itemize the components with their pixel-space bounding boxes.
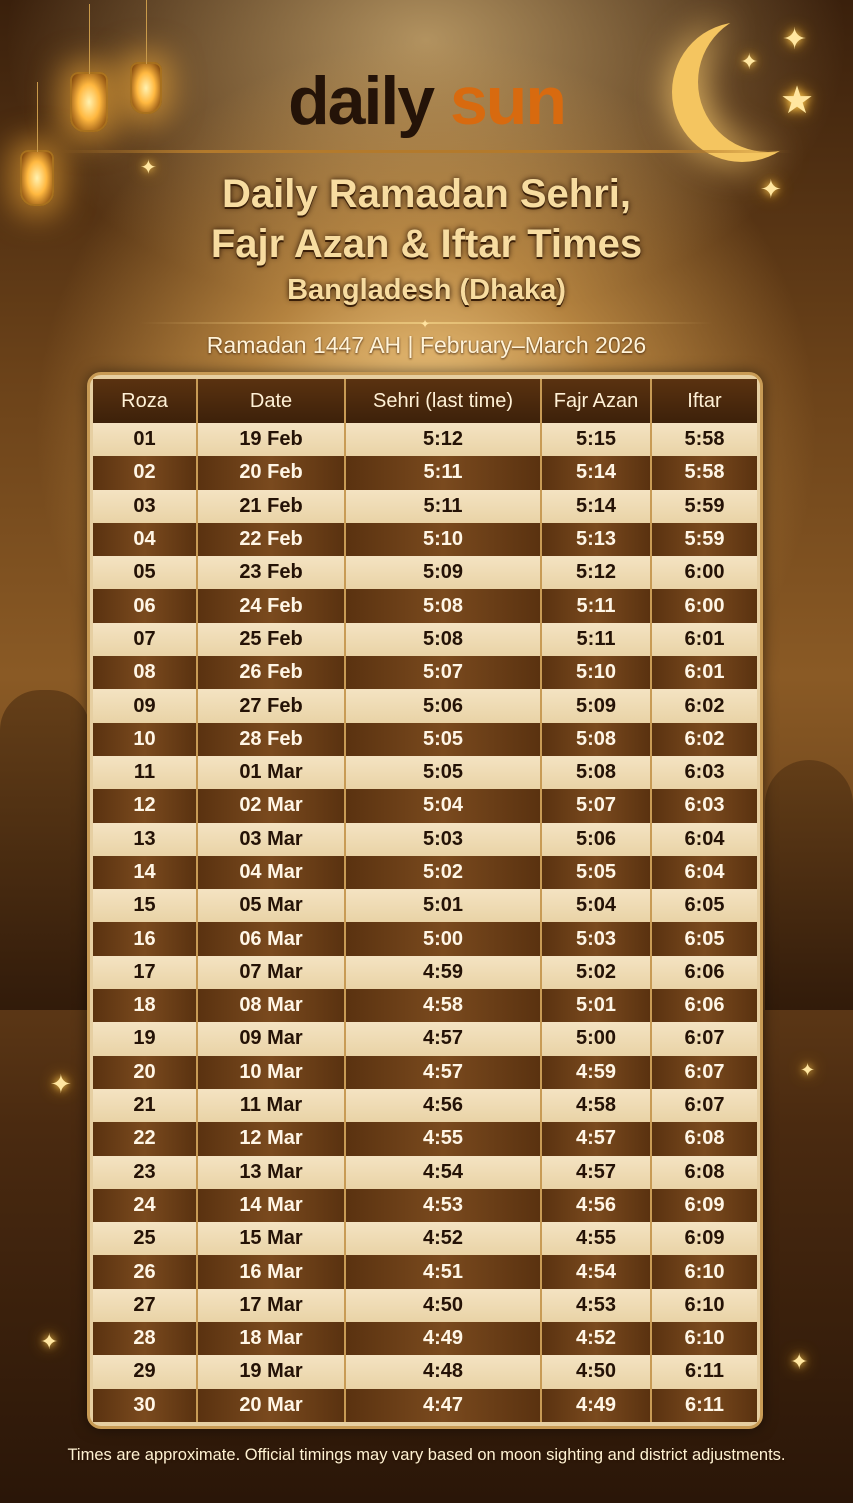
cell-sehri: 5:07 bbox=[345, 656, 541, 689]
header-roza: Roza bbox=[93, 379, 197, 423]
cell-sehri: 4:54 bbox=[345, 1156, 541, 1189]
cell-roza: 15 bbox=[93, 889, 197, 922]
table-row bbox=[93, 856, 757, 889]
table-row bbox=[93, 789, 757, 822]
page-title-line1: Daily Ramadan Sehri, bbox=[221, 172, 632, 216]
star-icon: ✦ bbox=[790, 1350, 809, 1375]
cell-sehri: 5:00 bbox=[345, 922, 541, 955]
cell-date: 11 Mar bbox=[197, 1089, 345, 1122]
cell-sehri: 4:57 bbox=[345, 1056, 541, 1089]
cell-sehri: 4:58 bbox=[345, 989, 541, 1022]
cell-date: 12 Mar bbox=[197, 1122, 345, 1155]
table-row bbox=[93, 756, 757, 789]
table-row bbox=[93, 1156, 757, 1189]
table-row bbox=[93, 1355, 757, 1388]
cell-date: 23 Feb bbox=[197, 556, 345, 589]
cell-date: 26 Feb bbox=[197, 656, 345, 689]
cell-sehri: 4:47 bbox=[345, 1389, 541, 1422]
cell-fajr-azan: 5:09 bbox=[541, 689, 651, 722]
cell-sehri: 4:49 bbox=[345, 1322, 541, 1355]
table-row bbox=[93, 723, 757, 756]
star-icon: ✦ bbox=[50, 1070, 72, 1100]
cell-fajr-azan: 4:55 bbox=[541, 1222, 651, 1255]
cell-fajr-azan: 4:53 bbox=[541, 1289, 651, 1322]
page-subtitle: Ramadan 1447 AH | February–March 2026 bbox=[206, 332, 647, 358]
cell-fajr-azan: 4:56 bbox=[541, 1189, 651, 1222]
cell-date: 05 Mar bbox=[197, 889, 345, 922]
star-icon: ✦ bbox=[760, 175, 782, 205]
cell-iftar: 5:58 bbox=[651, 456, 757, 489]
cell-iftar: 6:05 bbox=[651, 922, 757, 955]
cell-sehri: 4:56 bbox=[345, 1089, 541, 1122]
cell-fajr-azan: 4:58 bbox=[541, 1089, 651, 1122]
cell-iftar: 6:02 bbox=[651, 723, 757, 756]
mosque-silhouette-icon bbox=[765, 760, 853, 1010]
table-row bbox=[93, 589, 757, 622]
table-row bbox=[93, 1122, 757, 1155]
table-row bbox=[93, 1322, 757, 1355]
cell-sehri: 5:04 bbox=[345, 789, 541, 822]
cell-iftar: 6:10 bbox=[651, 1322, 757, 1355]
cell-fajr-azan: 4:50 bbox=[541, 1355, 651, 1388]
cell-date: 20 Mar bbox=[197, 1389, 345, 1422]
cell-sehri: 5:05 bbox=[345, 723, 541, 756]
cell-iftar: 6:07 bbox=[651, 1022, 757, 1055]
cell-sehri: 5:09 bbox=[345, 556, 541, 589]
cell-fajr-azan: 5:11 bbox=[541, 623, 651, 656]
header-fajr-azan: Fajr Azan bbox=[541, 379, 651, 423]
cell-sehri: 5:10 bbox=[345, 523, 541, 556]
cell-fajr-azan: 4:59 bbox=[541, 1056, 651, 1089]
cell-roza: 22 bbox=[93, 1122, 197, 1155]
cell-date: 10 Mar bbox=[197, 1056, 345, 1089]
cell-fajr-azan: 5:03 bbox=[541, 922, 651, 955]
table-row bbox=[93, 623, 757, 656]
star-icon: ✦ bbox=[782, 22, 808, 57]
star-icon: ✦ bbox=[800, 1060, 816, 1081]
header-sehri: Sehri (last time) bbox=[345, 379, 541, 423]
cell-fajr-azan: 5:11 bbox=[541, 589, 651, 622]
cell-date: 27 Feb bbox=[197, 689, 345, 722]
star-icon: ✦ bbox=[740, 50, 759, 75]
cell-roza: 11 bbox=[93, 756, 197, 789]
table-row bbox=[93, 456, 757, 489]
cell-iftar: 5:59 bbox=[651, 490, 757, 523]
cell-sehri: 5:12 bbox=[345, 423, 541, 456]
cell-date: 13 Mar bbox=[197, 1156, 345, 1189]
ramadan-timetable bbox=[93, 379, 757, 1422]
cell-iftar: 6:04 bbox=[651, 823, 757, 856]
cell-sehri: 4:48 bbox=[345, 1355, 541, 1388]
mosque-silhouette-icon bbox=[0, 690, 90, 1010]
cell-roza: 28 bbox=[93, 1322, 197, 1355]
cell-date: 24 Feb bbox=[197, 589, 345, 622]
cell-fajr-azan: 5:02 bbox=[541, 956, 651, 989]
cell-fajr-azan: 5:10 bbox=[541, 656, 651, 689]
cell-date: 09 Mar bbox=[197, 1022, 345, 1055]
cell-iftar: 6:07 bbox=[651, 1089, 757, 1122]
cell-roza: 23 bbox=[93, 1156, 197, 1189]
page-title-line2: Fajr Azan & Iftar Times bbox=[210, 222, 643, 266]
cell-iftar: 6:02 bbox=[651, 689, 757, 722]
cell-iftar: 6:05 bbox=[651, 889, 757, 922]
cell-roza: 19 bbox=[93, 1022, 197, 1055]
cell-iftar: 6:11 bbox=[651, 1389, 757, 1422]
timetable-frame bbox=[87, 372, 763, 1429]
cell-roza: 27 bbox=[93, 1289, 197, 1322]
brand-logo bbox=[0, 62, 853, 140]
table-row bbox=[93, 423, 757, 456]
table-row bbox=[93, 1022, 757, 1055]
table-row bbox=[93, 1089, 757, 1122]
cell-sehri: 4:50 bbox=[345, 1289, 541, 1322]
cell-roza: 30 bbox=[93, 1389, 197, 1422]
cell-sehri: 5:06 bbox=[345, 689, 541, 722]
cell-roza: 16 bbox=[93, 922, 197, 955]
cell-date: 19 Mar bbox=[197, 1355, 345, 1388]
table-row bbox=[93, 922, 757, 955]
cell-iftar: 6:03 bbox=[651, 789, 757, 822]
cell-fajr-azan: 5:05 bbox=[541, 856, 651, 889]
star-icon: ★ bbox=[780, 78, 815, 122]
table-row bbox=[93, 956, 757, 989]
cell-roza: 18 bbox=[93, 989, 197, 1022]
cell-fajr-azan: 5:14 bbox=[541, 490, 651, 523]
cell-roza: 06 bbox=[93, 589, 197, 622]
cell-roza: 13 bbox=[93, 823, 197, 856]
table-header-row bbox=[93, 379, 757, 423]
cell-fajr-azan: 4:57 bbox=[541, 1122, 651, 1155]
title-divider bbox=[140, 317, 713, 331]
cell-sehri: 5:08 bbox=[345, 623, 541, 656]
table-body bbox=[93, 423, 757, 1422]
table-row bbox=[93, 689, 757, 722]
cell-roza: 26 bbox=[93, 1255, 197, 1288]
cell-fajr-azan: 4:49 bbox=[541, 1389, 651, 1422]
cell-roza: 08 bbox=[93, 656, 197, 689]
cell-iftar: 6:09 bbox=[651, 1189, 757, 1222]
cell-fajr-azan: 5:06 bbox=[541, 823, 651, 856]
cell-fajr-azan: 4:52 bbox=[541, 1322, 651, 1355]
cell-roza: 04 bbox=[93, 523, 197, 556]
cell-fajr-azan: 5:08 bbox=[541, 756, 651, 789]
table-row bbox=[93, 656, 757, 689]
cell-date: 16 Mar bbox=[197, 1255, 345, 1288]
brand-word-daily: daily bbox=[288, 63, 434, 139]
cell-fajr-azan: 4:57 bbox=[541, 1156, 651, 1189]
cell-date: 17 Mar bbox=[197, 1289, 345, 1322]
table-row bbox=[93, 490, 757, 523]
page-title-location: Bangladesh (Dhaka) bbox=[287, 274, 566, 306]
cell-roza: 07 bbox=[93, 623, 197, 656]
cell-sehri: 5:11 bbox=[345, 456, 541, 489]
header-iftar: Iftar bbox=[651, 379, 757, 423]
header-date: Date bbox=[197, 379, 345, 423]
cell-roza: 25 bbox=[93, 1222, 197, 1255]
cell-iftar: 6:08 bbox=[651, 1122, 757, 1155]
table-row bbox=[93, 989, 757, 1022]
cell-fajr-azan: 5:12 bbox=[541, 556, 651, 589]
cell-roza: 21 bbox=[93, 1089, 197, 1122]
table-row bbox=[93, 889, 757, 922]
cell-sehri: 4:57 bbox=[345, 1022, 541, 1055]
cell-date: 07 Mar bbox=[197, 956, 345, 989]
cell-iftar: 6:04 bbox=[651, 856, 757, 889]
cell-date: 15 Mar bbox=[197, 1222, 345, 1255]
table-row bbox=[93, 556, 757, 589]
cell-fajr-azan: 5:01 bbox=[541, 989, 651, 1022]
cell-iftar: 6:08 bbox=[651, 1156, 757, 1189]
cell-iftar: 6:06 bbox=[651, 956, 757, 989]
cell-roza: 10 bbox=[93, 723, 197, 756]
cell-date: 28 Feb bbox=[197, 723, 345, 756]
cell-iftar: 6:11 bbox=[651, 1355, 757, 1388]
cell-iftar: 6:00 bbox=[651, 589, 757, 622]
table-row bbox=[93, 1222, 757, 1255]
cell-fajr-azan: 5:13 bbox=[541, 523, 651, 556]
table-row bbox=[93, 523, 757, 556]
cell-roza: 09 bbox=[93, 689, 197, 722]
footer-disclaimer: Times are approximate. Official timings may vary based on moon sighting and district adjustments. bbox=[67, 1446, 786, 1464]
cell-date: 08 Mar bbox=[197, 989, 345, 1022]
cell-iftar: 6:01 bbox=[651, 656, 757, 689]
cell-date: 03 Mar bbox=[197, 823, 345, 856]
cell-date: 02 Mar bbox=[197, 789, 345, 822]
cell-iftar: 6:10 bbox=[651, 1255, 757, 1288]
cell-fajr-azan: 4:54 bbox=[541, 1255, 651, 1288]
cell-roza: 02 bbox=[93, 456, 197, 489]
cell-fajr-azan: 5:00 bbox=[541, 1022, 651, 1055]
table-row bbox=[93, 823, 757, 856]
cell-date: 25 Feb bbox=[197, 623, 345, 656]
table-row bbox=[93, 1056, 757, 1089]
cell-sehri: 5:01 bbox=[345, 889, 541, 922]
cell-date: 14 Mar bbox=[197, 1189, 345, 1222]
cell-date: 20 Feb bbox=[197, 456, 345, 489]
cell-date: 21 Feb bbox=[197, 490, 345, 523]
cell-sehri: 5:02 bbox=[345, 856, 541, 889]
cell-date: 22 Feb bbox=[197, 523, 345, 556]
cell-roza: 20 bbox=[93, 1056, 197, 1089]
cell-iftar: 5:58 bbox=[651, 423, 757, 456]
cell-roza: 24 bbox=[93, 1189, 197, 1222]
header-divider bbox=[60, 150, 793, 153]
cell-sehri: 5:05 bbox=[345, 756, 541, 789]
cell-sehri: 4:51 bbox=[345, 1255, 541, 1288]
cell-date: 01 Mar bbox=[197, 756, 345, 789]
cell-roza: 03 bbox=[93, 490, 197, 523]
cell-fajr-azan: 5:04 bbox=[541, 889, 651, 922]
table-row bbox=[93, 1389, 757, 1422]
cell-roza: 05 bbox=[93, 556, 197, 589]
brand-word-sun: sun bbox=[449, 63, 565, 139]
cell-fajr-azan: 5:08 bbox=[541, 723, 651, 756]
cell-date: 19 Feb bbox=[197, 423, 345, 456]
cell-sehri: 4:59 bbox=[345, 956, 541, 989]
table-row bbox=[93, 1255, 757, 1288]
star-icon: ✦ bbox=[40, 1330, 59, 1355]
cell-iftar: 6:00 bbox=[651, 556, 757, 589]
table-row bbox=[93, 1189, 757, 1222]
cell-sehri: 5:03 bbox=[345, 823, 541, 856]
cell-iftar: 5:59 bbox=[651, 523, 757, 556]
cell-roza: 14 bbox=[93, 856, 197, 889]
cell-roza: 12 bbox=[93, 789, 197, 822]
cell-fajr-azan: 5:15 bbox=[541, 423, 651, 456]
cell-fajr-azan: 5:07 bbox=[541, 789, 651, 822]
cell-sehri: 5:11 bbox=[345, 490, 541, 523]
cell-iftar: 6:09 bbox=[651, 1222, 757, 1255]
cell-date: 18 Mar bbox=[197, 1322, 345, 1355]
cell-iftar: 6:01 bbox=[651, 623, 757, 656]
cell-roza: 29 bbox=[93, 1355, 197, 1388]
cell-sehri: 4:52 bbox=[345, 1222, 541, 1255]
divider-star-icon: ✦ bbox=[420, 317, 431, 331]
cell-sehri: 5:08 bbox=[345, 589, 541, 622]
cell-iftar: 6:07 bbox=[651, 1056, 757, 1089]
cell-sehri: 4:55 bbox=[345, 1122, 541, 1155]
cell-fajr-azan: 5:14 bbox=[541, 456, 651, 489]
table-row bbox=[93, 1289, 757, 1322]
cell-iftar: 6:06 bbox=[651, 989, 757, 1022]
cell-sehri: 4:53 bbox=[345, 1189, 541, 1222]
star-icon: ✦ bbox=[140, 155, 157, 179]
cell-roza: 01 bbox=[93, 423, 197, 456]
cell-iftar: 6:03 bbox=[651, 756, 757, 789]
cell-iftar: 6:10 bbox=[651, 1289, 757, 1322]
cell-date: 04 Mar bbox=[197, 856, 345, 889]
cell-date: 06 Mar bbox=[197, 922, 345, 955]
cell-roza: 17 bbox=[93, 956, 197, 989]
